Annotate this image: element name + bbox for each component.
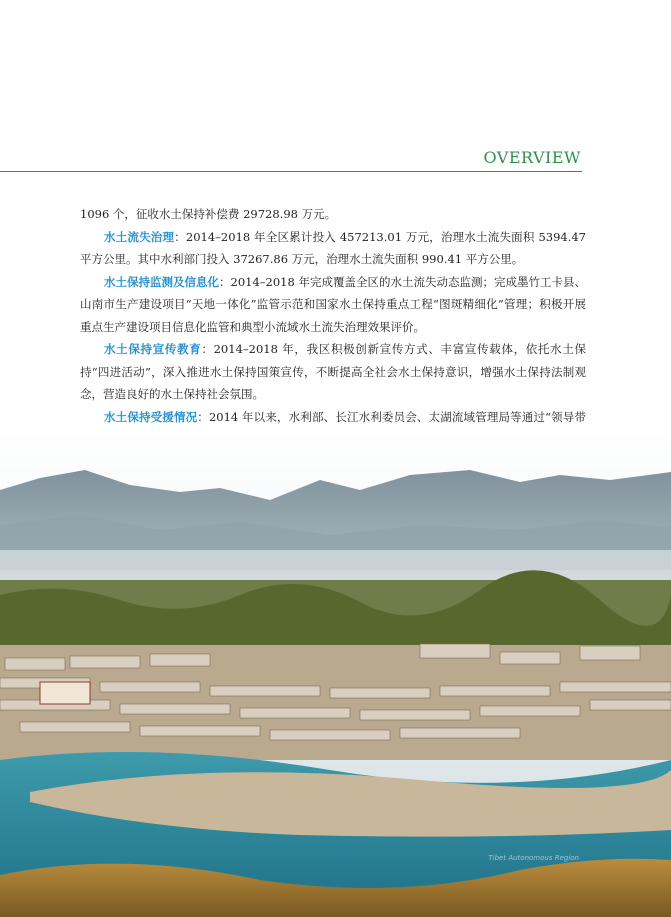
settlement — [0, 644, 671, 760]
photo-caption: Tibet Autonomous Region — [488, 854, 579, 862]
paragraph-5-text: ：2014 年以来，水利部、长江水利委员会、太湖流域管理局等通过“领导带 — [197, 409, 586, 424]
keyword-erosion-control: 水土流失治理 — [104, 229, 175, 244]
paragraph-4-text: ：2014–2018 年，我区积极创新宣传方式、丰富宣传载体，依托水土保持“四进活动”，深入推进水土保持国策宣传，不断提高全社会水土保持意识，增强水土保持法制观念，营造良好的水土保持社会氛围。 — [80, 342, 587, 401]
keyword-aid: 水土保持受援情况 — [104, 409, 198, 424]
section-label: OVERVIEW — [483, 148, 581, 167]
paragraph-1: 1096 个，征收水土保持补偿费 29728.98 万元。 — [80, 207, 337, 221]
paragraph-4 — [80, 338, 586, 406]
paragraph-2-text: ：2014–2018 年全区累计投入 457213.01 万元，治理水土流失面积 5394.47 平方公里。其中水利部门投入 37267.86 万元，治理水土流失面积 990.41 平方公里。 — [80, 229, 587, 266]
keyword-publicity: 水土保持宣传教育 — [104, 342, 202, 356]
keyword-monitoring: 水土保持监测及信息化 — [104, 274, 220, 289]
paragraph-2 — [80, 226, 586, 271]
paragraph-3 — [80, 271, 586, 339]
paragraph-3-text: ：2014–2018 年完成覆盖全区的水土流失动态监测；完成墨竹工卡县、山南市生产建设项目“天地一体化”监管示范和国家水土保持重点工程“图斑精细化”管理；积极开展重点生产建设项目信息化监管和典型小流域水土流失治理效果评价。 — [80, 274, 587, 334]
header-rule — [0, 171, 582, 172]
landscape-photo — [0, 430, 671, 917]
